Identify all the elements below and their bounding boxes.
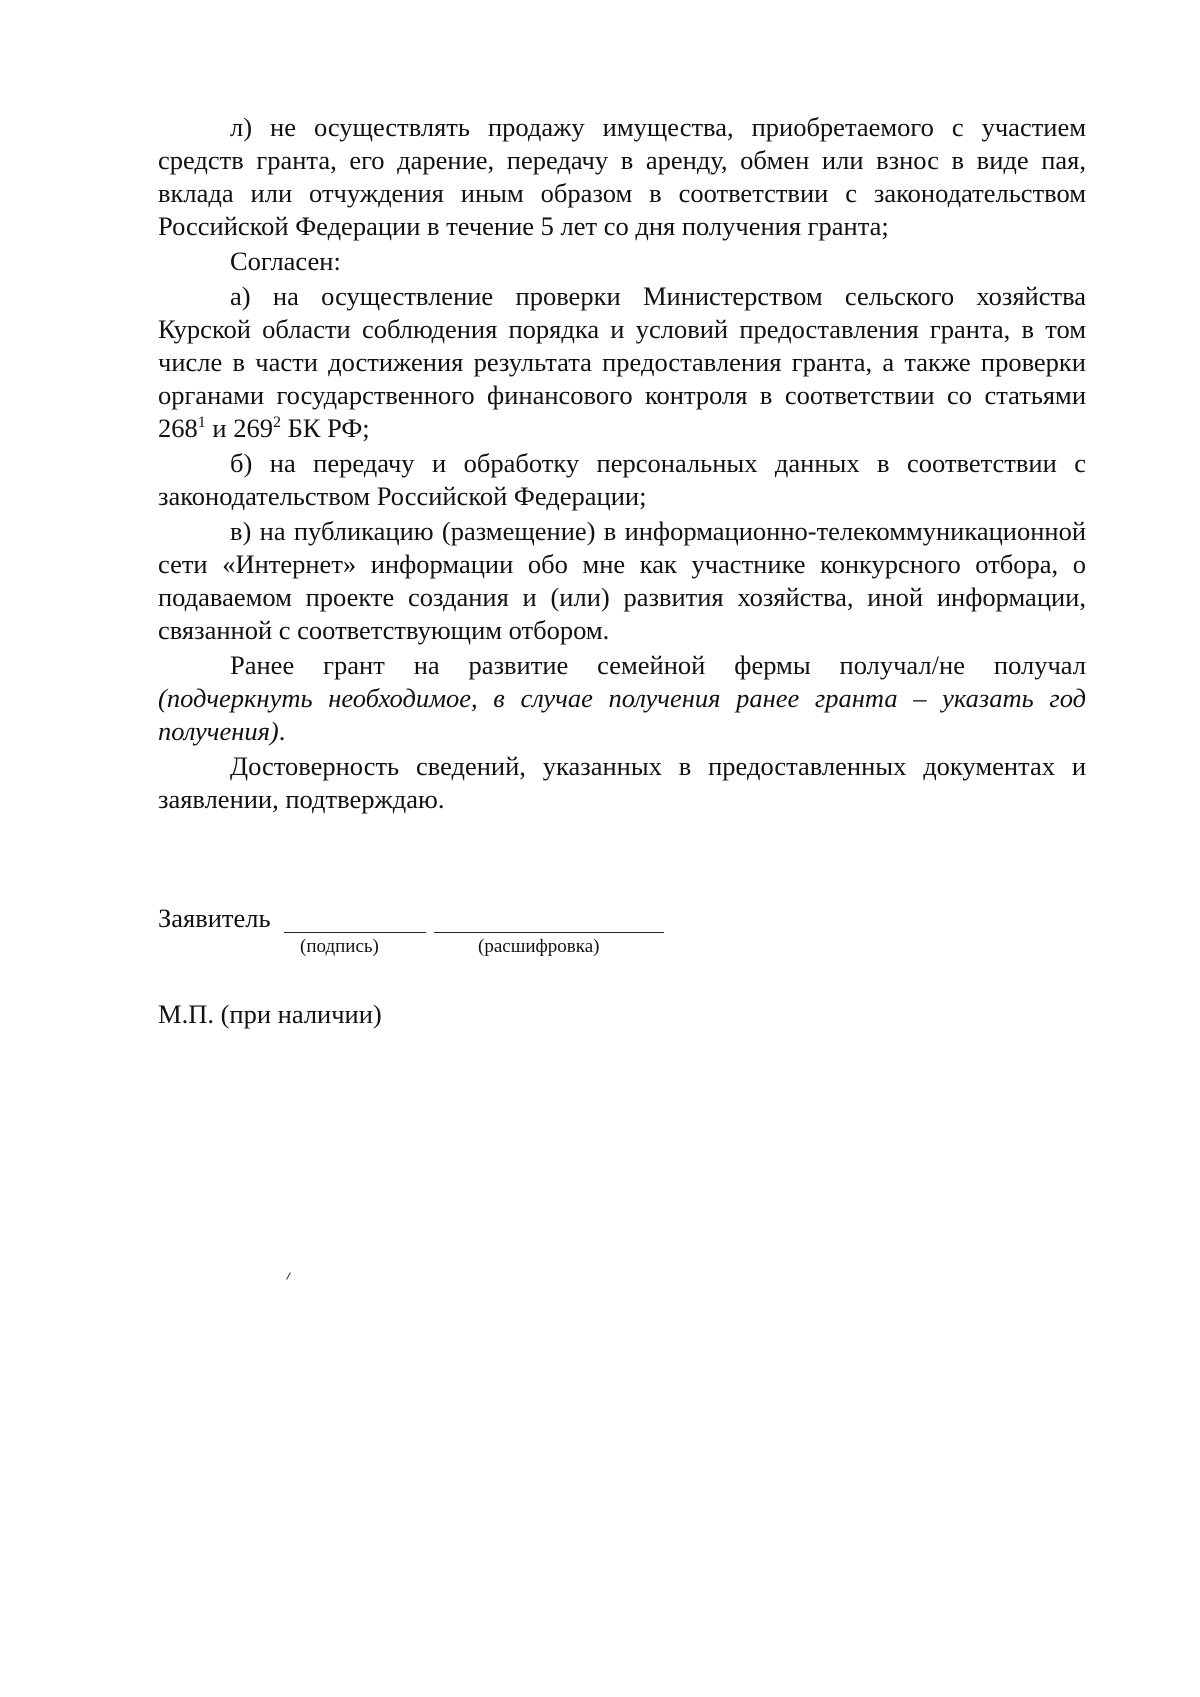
article-269-superscript: 2 (272, 414, 281, 431)
paragraph-confirmation (158, 750, 1086, 816)
previous-grant-text: Ранее грант на развитие семейной фермы получал/не получал (230, 650, 1086, 680)
paragraph-previous-grant (158, 649, 1086, 748)
previous-grant-after: . (278, 716, 286, 746)
name-decoding-caption: (расшифровка) (478, 936, 600, 957)
paragraph-a-between: и (205, 413, 234, 443)
article-268-superscript: 1 (197, 414, 206, 431)
paragraph-agree-heading (158, 245, 1086, 278)
stray-mark (286, 1272, 291, 1280)
signature-line (284, 932, 426, 933)
agree-heading-text: Согласен: (230, 246, 341, 276)
paragraph-a-after: БК РФ; (280, 413, 370, 443)
paragraph-l (158, 111, 1086, 243)
paragraph-v (158, 515, 1086, 647)
signature-caption: (подпись) (300, 936, 379, 957)
confirmation-text: Достоверность сведений, указанных в предоставленных документах и заявлении, подтверждаю. (158, 751, 1086, 814)
paragraph-v-text: в) на публикацию (размещение) в информационно-телекоммуникационной сети «Интернет» информации обо мне как участнике конкурсного отбора, о подаваемом проекте создания и (или) развития хозяйства, иной информации, связанной с соответствующим отбором. (158, 516, 1086, 645)
article-268: 268 (158, 413, 198, 443)
paragraph-a-text: а) на осуществление проверки Министерством сельского хозяйства Курской области соблюдения порядка и условий предоставления гранта, в том числе в части достижения результата предоставления гранта, а также проверки органами государственного финансового контроля в соответствии со статьями (158, 281, 1086, 410)
document-body (158, 111, 1086, 816)
name-decoding-line (434, 932, 664, 933)
paragraph-l-text: л) не осуществлять продажу имущества, приобретаемого с участием средств гранта, его дарение, передачу в аренду, обмен или взнос в виде пая, вклада или отчуждения иным образом в соответствии с законодательством Российской Федерации в течение 5 лет со дня получения гранта; (158, 112, 1086, 241)
paragraph-b (158, 447, 1086, 513)
paragraph-b-text: б) на передачу и обработку персональных данных в соответствии с законодательством Российской Федерации; (158, 448, 1086, 511)
article-269: 269 (233, 413, 273, 443)
previous-grant-note: (подчеркнуть необходимое, в случае получения ранее гранта – указать год получения) (158, 683, 1086, 746)
applicant-label: Заявитель (158, 903, 271, 933)
stamp-place: М.П. (при наличии) (158, 999, 382, 1029)
paragraph-a (158, 280, 1086, 445)
